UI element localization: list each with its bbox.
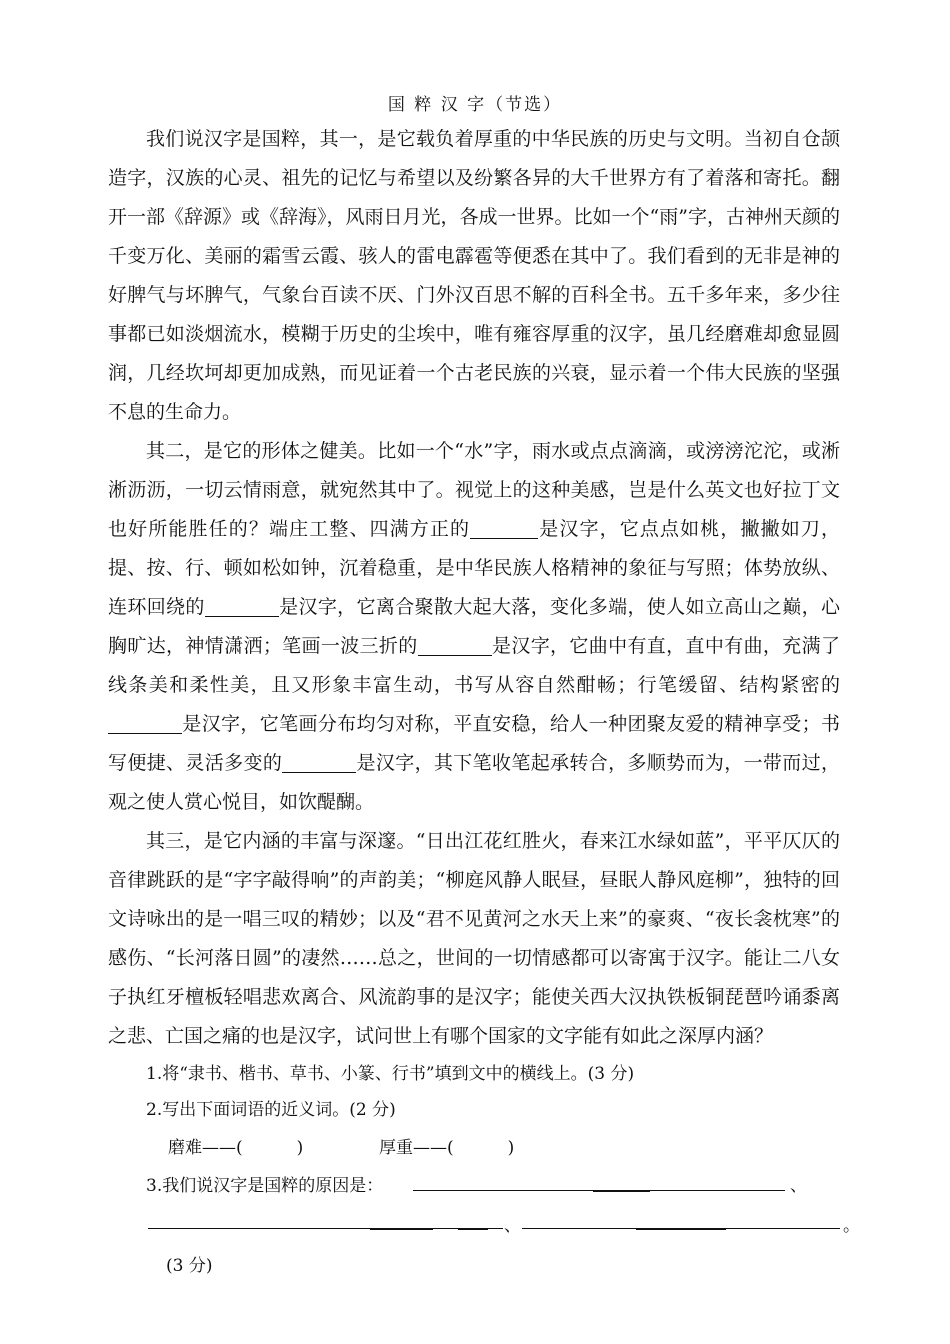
answer-line-3a-mark xyxy=(593,1190,650,1192)
fill-blank-1[interactable] xyxy=(470,516,538,539)
question-1: 1.将“隶书、楷书、草书、小篆、行书”填到文中的横线上。(3 分) xyxy=(146,1064,635,1084)
paragraph-3: 其三，是它内涵的丰富与深邃。“日出江花红胜火，春来江水绿如蓝”，平平仄仄的音律跳跃的是“字字敲得响”的声韵美；“柳庭风静人眠昼，昼眠人静风庭柳”，独特的回文诗咏出的是一唱三叹的精妙；以及“君不见黄河之水天上来”的豪爽、“夜长衾枕寒”的感伤、“长河落日圆”的凄然……总之，世间的一切情感都可以寄寓于汉字。能让二八女子执红牙檀板轻唱悲欢离合、风流韵事的是汉字；能使关西大汉执铁板铜琵琶吟诵黍离之悲、亡国之痛的也是汉字，试问世上有哪个国家的文字能有如此之深厚内涵？ xyxy=(108,830,840,1047)
fill-blank-5[interactable] xyxy=(282,750,356,773)
question-3-end-mark: 。 xyxy=(843,1216,860,1236)
paragraph-2 xyxy=(108,432,840,822)
paragraph-2-text: 其二，是它的形体之健美。比如一个“水”字，雨水或点点滴滴，或滂滂沱沱，或淅淅沥沥，一切云情雨意，就宛然其中了。视觉上的这种美感，岂是什么英文也好拉丁文也好所能胜任的？端庄工整、四满方正的 xyxy=(108,440,840,540)
fill-blank-4[interactable] xyxy=(108,711,182,734)
answer-line-3b-mark xyxy=(458,1228,488,1230)
paragraph-2-text: 是汉字，它曲中有直，直中有曲，充满了线条美和柔性美，且又形象丰富生动，书写从容自然酣畅；行笔缓留、结构紧密的 xyxy=(108,635,840,696)
paragraph-2-text: 是汉字，它点点如桃，撇撇如刀，提、按、行、顿如松如钟，沉着稳重，是中华民族人格精神的象征与写照；体势放纵、连环回绕的 xyxy=(108,518,840,618)
question-2-items: 磨难——( ) 厚重——( ) xyxy=(168,1138,515,1158)
question-2: 2.写出下面词语的近义词。(2 分) xyxy=(146,1100,396,1120)
paragraph-2-text: 是汉字，它离合聚散大起大落，变化多端，使人如立高山之巅，心胸旷达，神情潇洒；笔画一波三折的 xyxy=(108,596,840,657)
question-3: 3.我们说汉字是国粹的原因是： xyxy=(146,1176,384,1196)
article-title: 国 粹 汉 字（节选） xyxy=(387,95,563,115)
question-3-score: (3 分) xyxy=(166,1256,213,1276)
question-3-separator: 、 xyxy=(504,1216,521,1236)
paragraph-1: 我们说汉字是国粹，其一，是它载负着厚重的中华民族的历史与文明。当初自仓颉造字，汉族的心灵、祖先的记忆与希望以及纷繁各异的大千世界方有了着落和寄托。翻开一部《辞源》或《辞海》，风雨日月光，各成一世界。比如一个“雨”字，古神州天颜的千变万化、美丽的霜雪云霞、骇人的雷电霹雹等便悉在其中了。我们看到的无非是神的好脾气与坏脾气，气象台百读不厌、门外汉百思不解的百科全书。五千多年来，多少往事都已如淡烟流水，模糊于历史的尘埃中，唯有雍容厚重的汉字，虽几经磨难却愈显圆润，几经坎坷却更加成熟，而见证着一个古老民族的兴衰，显示着一个伟大民族的坚强不息的生命力。 xyxy=(108,128,840,423)
paragraph-2-text: 是汉字，它笔画分布均匀对称，平直安稳，给人一种团聚友爱的精神享受；书写便捷、灵活多变的 xyxy=(108,713,840,774)
fill-blank-3[interactable] xyxy=(418,633,492,656)
question-3-answer-row xyxy=(148,1212,860,1240)
answer-line-3b-mark xyxy=(370,1228,433,1230)
answer-line-3b[interactable] xyxy=(148,1228,503,1229)
article-body xyxy=(108,120,840,1056)
answer-line-3c-mark xyxy=(636,1228,726,1230)
question-3-separator: 、 xyxy=(790,1176,807,1196)
paragraph-2-text: 是汉字，其下笔收笔起承转合，多顺势而为，一带而过，观之使人赏心悦目，如饮醍醐。 xyxy=(108,752,840,813)
fill-blank-2[interactable] xyxy=(205,594,279,617)
